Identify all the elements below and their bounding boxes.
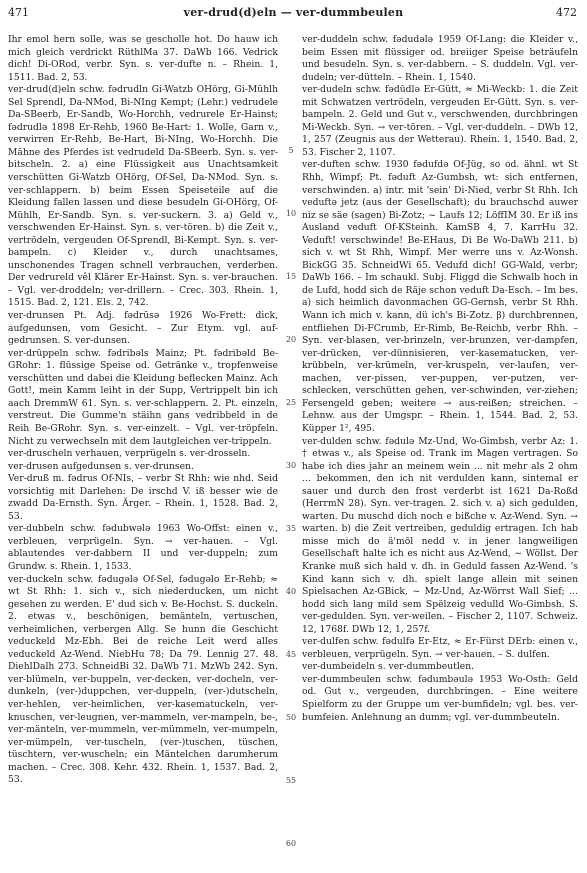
line-number: 40 (285, 587, 297, 596)
entry-verdruss: Ver-druß m. fədrus Of-NIs, – verbr St Rhh: wie nhd. Seid vorsichtig mit Darlehen: De irschd V. iß besser wie de zwadd Da-Ernsth. Syn. Ärger. – Rhein. 1, 1528. Bad. 2, 53. (8, 473, 278, 522)
entry-ver-dulfen: ver-dulfen schw. fədulfə Er-Etz, ≈ Er-Fürst DErb: einen v., verbleuen, verprügeln. Syn. → ver-hauen. – S. dulfen. (302, 636, 578, 660)
line-number: 25 (285, 398, 297, 407)
entry-ver-duddeln: ver-duddeln schw. fədudələ 1959 Of-Lang: die Kleider v., beim Essen mit flüssiger od. breiiger Speise beträufeln und besudeln. Syn. s. ver-dabbern. – S. duddeln. Vgl. ver-dudeln; ver-dütteln. – Rhein. 1, 1540. (302, 34, 578, 83)
line-number: 45 (285, 650, 297, 659)
line-number: 30 (285, 461, 297, 470)
entry-ver-dumbeideln: ver-dumbeideln s. ver-dummbeutlen. (302, 661, 475, 673)
line-number: 20 (285, 335, 297, 344)
entry-continuation: Ihr emol hern solle, was se gescholle hot. Do hauw ich mich gleich verdrickt RüthlMa 37. DaWb 166. Vedrick dich! Di-ORod, verbr. Syn. s. ver-dufte n. – Rhein. 1, 1511. Bad. 2, 53. (8, 34, 278, 83)
line-number: 10 (285, 209, 297, 218)
line-number: 60 (285, 839, 297, 848)
entry-ver-drusen: ver-drusen aufgedunsen s. ver-drunsen. (8, 460, 194, 472)
entry-ver-duckeln: ver-duckeln schw. fədugələ Of-Sel, fədugəlo Er-Rehb; ≈ wt St Rhh: 1. sich v., sich niederducken, um nicht gesehen zu werden. E' dud sich v. Be-Hochst. S. duckeln. 2. etwas v., beschönigen, bemänteln, vertuschen, verheimlichen, verbergen Allg. Se hunn die Geschicht veduckeld Mz-Ebh. Bei de reiche Leit werd alles veduckeld Az-Wend. NiebHu 78; Da 79. Lennig 27. 48. DiehlDalh 273. SchneidBi 32. DaWb 71. MzWb 242. Syn. ver-blümeln, ver-buppeln, ver-decken, ver-docheln, ver-dunkeln, (ver-)duppchen, ver-duppeln, (ver-)dutscheln, ver-hehlen, ver-heimlichen, ver-kasematuckeln, ver-knuschen, ver-leugnen, ver-mammeln, ver-mampeln, be-, ver-mänteln, ver-mummeln, ver-mümmeln, ver-mumpeln, ver-mümpeln, ver-tuscheln, (ver-)tuschen, tüschen, tüschtern, ver-wuscheln; ein Mäntelchen darumherum machen. – Crec. 308. Kehr. 432. Rhein. 1, 1537. Bad. 2, 53. (8, 573, 278, 786)
line-number: 35 (285, 524, 297, 533)
left-column (8, 34, 278, 866)
line-number: 15 (285, 272, 297, 281)
running-header: ver-drud(d)eln — ver-dummbeulen (183, 6, 404, 19)
entry-ver-drunsen: ver-drunsen Pt. Adj. fədrūsə 1926 Wo-Frett: dick, aufgedunsen, vom Gesicht. – Zur Etym. vgl. auf-gedrunsen. S. ver-dunsen. (8, 310, 278, 347)
entry-ver-drueppeln: ver-drüppeln schw. fədribəls Mainz; Pt. fədribəld Be-GRohr: 1. flüssige Speise od. Getränke v., tropfenweise verschütten und dabei die Kleidung beflecken Mainz. Ach Gott!, mein Kamm leiht in der Supp, Vertrippelt bin ich aach DremmW 61. Syn. s. ver-schlappern. 2. Pt. einzeln, verstreut. Die Gumme'n stäihn gans vedribbeld in de Reih Be-GRohr. Syn. s. ver-einzelt. – Vgl. ver-tröpfeln. Nicht zu verwechseln mit dem lautgleichen ver-trippeln. (8, 347, 278, 447)
entry-ver-druddeln: ver-drud(d)eln schw. fədrudln Gi-Watzb OHörg, Gi-Mühlh Sel Sprendl, Da-NMod, Bi-NIng Kempt; (Lehr.) vedrudele Da-SBeerb, Er-Sandb, Wo-Horchh, vedrurele Er-Hainst; fədrudlə 1898 Er-Rehb, 1960 Be-Hart: 1. Wolle, Garn v., verwirren Er-Rehb, Be-Hart, Bi-NIng, Wo-Horchh. Die Mähne des Pferdes ist vedrudeld Da-SBeerb. Syn. s. ver-bitscheln. 2. a) eine Flüssigkeit aus Unachtsamkeit verschütten Gi-Watzb OHörg, Of-Sel, Da-NMod. Syn. s. ver-schlappern. b) beim Essen Speiseteile auf die Kleidung fallen lassen und diese besudeln Gi-OHörg, Of-Mühlh, Er-Sandb. Syn. s. ver-suckern. 3. a) Geld v., verschwenden Er-Hainst. Syn. s. ver-tören. b) die Zeit v., vertrödeln, vergeuden Of-Sprendl, Bi-Kempt. Syn. s. ver-bampeln. c) Kleider v., durch unachtsames, unschonendes Tragen schnell verbrauchen, verderben. Der vedrureld vêl Klärer Er-Hainst. Syn. s. ver-brauchen. – Vgl. ver-droddeln; ver-drillern. – Crec. 303. Rhein. 1, 1515. Bad. 2, 121. Els. 2, 742. (8, 84, 278, 309)
line-number-gutter (283, 34, 299, 866)
line-number: 50 (285, 713, 297, 722)
entry-ver-druscheln: ver-druscheln verhauen, verprügeln s. ver-drosseln. (8, 448, 251, 460)
line-number: 55 (285, 776, 297, 785)
entry-ver-dubbeln: ver-dubbeln schw. fədubwələ 1963 Wo-Offst: einen v., verbleuen, verprügeln. Syn. → ver-hauen. – Vgl. ablautendes ver-dabbern II und ver-duppeln; zum Grundw. s. Rhein. 1, 1533. (8, 523, 278, 572)
entry-ver-dummbeulen: ver-dummbeulen schw. fədumbəulə 1953 Wo-Osth: Geld od. Gut v., vergeuden, durchbringen. – Eine weitere Spielform zu der Gruppe um ver-bumfideln; vgl. bes. ver-bumfeien. Anlehnung an dumm; vgl. ver-dummbeuteln. (302, 673, 578, 723)
right-column (302, 34, 578, 866)
page-number-right: 472 (556, 6, 577, 19)
entry-ver-dulden: ver-dulden schw. fədulə Mz-Und, Wo-Gimbsh, verbr Az: 1. † etwas v., als Speise od. Trank im Magen vertragen. So habe ich dies jahr an meinem wein ... nit mehr als 2 ohm ... bekommen, den ich nit verdulden kann, sintemal er sauer und durch den frost verderbt ist 1621 Da-Roßd (HerrmN 28). Syn. ver-tragen. 2. sich v. a) sich gedulden, warten. Du muschd dich noch e bißche v. Az-Wend. Syn. → warten. b) die Zeit vertreiben, geduldig ertragen. Ich hab misse mich do ä'mōl nedd v. in jener langweiligen Gesellschaft halte ich es nicht aus Az-Wend, ~ Wöllst. Der Kranke muß sich hald v. dh. in Geduld fassen Az-Wend. 's Kind kann sich v. dh. spielt lange allein mit seinen Spielsachen Az-GBick, ~ Mz-Und, Az-Wörrst Wall Sief; ... hodd sich lang mild sem Spëlzeig vedulld Wo-Gimbsh. S. ver-gedulden. Syn. ver-weilen. – Fischer 2, 1107. Schweiz. 12, 1768f. DWb 12, 1, 257f. (302, 435, 578, 635)
entry-ver-dudeln: ver-dudeln schw. fədūdlə Er-Gütt, ≈ Mi-Weckb: 1. die Zeit mit Schwatzen vertrödeln, vergeuden Er-Gütt. Syn. s. ver-bampeln. 2. Geld und Gut v., verschwenden, durchbringen Mi-Weckb. Syn. → ver-tören. – Vgl. ver-duddeln. – DWb 12, 1, 257 (Zeugnis aus der Wetterau). Rhein. 1, 1540. Bad. 2, 53. Fischer 2, 1107. (302, 84, 578, 158)
page-number-left: 471 (8, 6, 29, 19)
entry-ver-duften: ver-duften schw. 1930 fədufdə Of-Jüg, so od. ähnl. wt St Rhh, Wimpf; Pt. fəduft Az-Gumbsh, wt: sich entfernen, verschwinden. a) intr. mit 'sein' Di-Nied, verbr St Rhh. Ich veduftə jetz (aus der Gesellschaft); du brauchschd auwer niz se säe (sagen) Bi-Zotz; ~ Laufs 12; LöffIM 30. Er iß ins Ausland veduft Of-KSteinh. KamSB 4, 7. KarrHu 32. Veduft! verschwinde! Be-EHaus, Di Be Wo-DaWb 211. b) sich v. wt St Rhh, Wimpf. Mer werre uns v. Az-Wonsh. BickGG 35. SchneidWi 65. Vedufd dich! GG-Wald, verbr; DaWb 166. – Im schaukl. Subj. Fliggd die Schwalb hoch in de Lufd, hodd sich de Räje schon veduft Da-Esch. – Im bes. a) sich heimlich davonmachen GG-Gernsh, verbr St Rhh. Wann ich mich v. kann, dü ich's Bi-Zotz. β) durchbrennen, entfliehen Di-FCrumb, Er-Rimb, Be-Reichb, verbr Rhh. – Syn. ver-blasen, ver-brinzeln, ver-brunzen, ver-dampfen, ver-drücken, ver-dünnisieren, ver-kasematucken, ver-krübbeln, ver-krümeln, ver-kruspeln, ver-laufen, ver-machen, ver-pissen, ver-puppen, ver-putzen, ver-schlecken, verschütten gehen, ver-schwinden, ver-ziehen; Fersengeld geben; weitere → aus-reißen; streichen. – Lehnw. aus der Umgspr. – Rhein. 1, 1544. Bad. 2, 53. Küpper 1², 495. (302, 159, 578, 434)
line-number: 5 (288, 146, 294, 155)
